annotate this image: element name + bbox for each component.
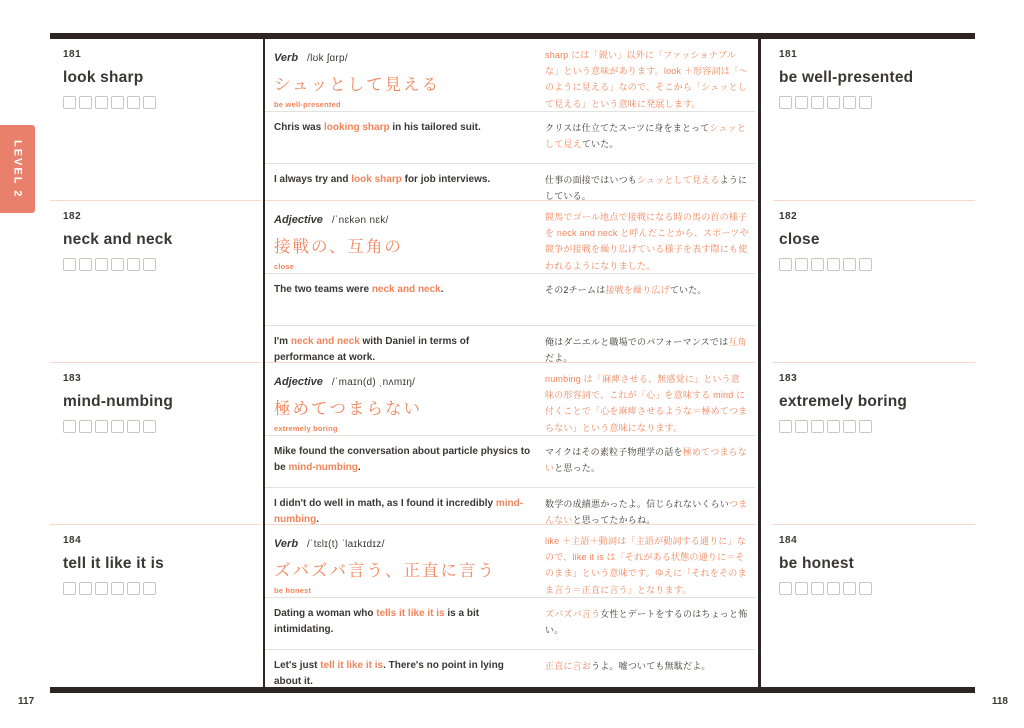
review-checkbox[interactable] bbox=[111, 582, 124, 595]
highlighted-phrase: tells it like it is bbox=[376, 608, 445, 619]
review-checkbox[interactable] bbox=[843, 420, 856, 433]
checkbox-group bbox=[63, 582, 261, 595]
highlighted-phrase: looking sharp bbox=[324, 122, 390, 133]
review-checkbox[interactable] bbox=[827, 582, 840, 595]
review-checkbox[interactable] bbox=[63, 258, 76, 271]
entry-number: 181 bbox=[63, 49, 82, 60]
review-checkbox[interactable] bbox=[143, 582, 156, 595]
review-checkbox[interactable] bbox=[127, 582, 140, 595]
checkbox-group bbox=[63, 258, 261, 271]
synonym-phrase: extremely boring bbox=[779, 393, 908, 410]
highlighted-phrase: 互角 bbox=[728, 337, 747, 347]
synonym-gloss: close bbox=[274, 262, 295, 271]
review-checkbox[interactable] bbox=[811, 582, 824, 595]
usage-note-ja: numbing は「麻痺させる、無感覚に」という意味の形容詞で、これが「心」を意味する mind に付くことで「心を麻痺させるような＝極めてつまらない」という意味になります。 bbox=[545, 374, 748, 433]
review-checkbox[interactable] bbox=[779, 582, 792, 595]
entry-row bbox=[50, 39, 261, 200]
review-checkbox[interactable] bbox=[859, 258, 872, 271]
review-checkbox[interactable] bbox=[827, 420, 840, 433]
headword-column bbox=[50, 39, 261, 686]
synonym-entry-number: 184 bbox=[779, 535, 798, 546]
highlighted-phrase: 極めてつまらない bbox=[545, 447, 748, 474]
synonym-entry-row bbox=[773, 200, 975, 362]
meaning-ja: ズバズバ言う、正直に言う bbox=[274, 562, 496, 580]
ipa-pronunciation: /ˈnɛkən nɛk/ bbox=[331, 215, 389, 226]
highlighted-phrase: neck and neck bbox=[371, 284, 441, 295]
entry-header-left bbox=[265, 201, 545, 273]
example-translation-ja: その2チームは接戦を繰り広げていた。 bbox=[545, 285, 707, 295]
entry-header-left bbox=[265, 525, 545, 597]
ipa-pronunciation: /ˈtɛlɪ(t) ˈlaɪkɪdɪz/ bbox=[307, 539, 385, 550]
review-checkbox[interactable] bbox=[795, 96, 808, 109]
example-row-2 bbox=[265, 649, 755, 686]
example-sentence-en: The two teams were neck and neck. bbox=[274, 284, 444, 295]
part-of-speech-label: Verb bbox=[274, 538, 299, 550]
highlighted-phrase: mind-numbing bbox=[288, 461, 358, 473]
review-checkbox[interactable] bbox=[843, 96, 856, 109]
highlighted-phrase: mind-numbing bbox=[274, 498, 524, 525]
example-row-2 bbox=[265, 325, 755, 362]
meaning-ja: 接戦の、互角の bbox=[274, 238, 403, 256]
example-translation-ja: クリスは仕立てたスーツに身をまとってシュッとして見えていた。 bbox=[545, 123, 747, 150]
entry-header bbox=[265, 39, 755, 111]
review-checkbox[interactable] bbox=[859, 420, 872, 433]
review-checkbox[interactable] bbox=[843, 258, 856, 271]
ipa-pronunciation: /lʊk ʃɑrp/ bbox=[307, 53, 348, 64]
review-checkbox[interactable] bbox=[111, 258, 124, 271]
page-spine bbox=[758, 39, 761, 687]
highlighted-phrase: シュッとして見える bbox=[637, 175, 720, 185]
review-checkbox[interactable] bbox=[79, 582, 92, 595]
example-translation-ja: ズバズバ言う女性とデートをするのはちょっと怖い。 bbox=[545, 609, 748, 636]
synonym-gloss: be well-presented bbox=[274, 100, 341, 109]
example-sentence-en: I always try and look sharp for job interviews. bbox=[274, 174, 491, 185]
review-checkbox[interactable] bbox=[779, 96, 792, 109]
synonym-entry-row bbox=[773, 39, 975, 200]
example-sentence-en: Mike found the conversation about particle physics to be mind-numbing. bbox=[274, 446, 531, 473]
review-checkbox[interactable] bbox=[79, 96, 92, 109]
checkbox-group bbox=[63, 420, 261, 433]
review-checkbox[interactable] bbox=[63, 420, 76, 433]
example-row-1 bbox=[265, 111, 755, 163]
entry-detail-row bbox=[265, 39, 755, 200]
synonym-phrase: be well-presented bbox=[779, 69, 914, 86]
checkbox-group bbox=[779, 96, 975, 109]
entry-detail-row bbox=[265, 362, 755, 524]
checkbox-group bbox=[779, 420, 975, 433]
highlighted-phrase: 正直に言お bbox=[545, 661, 592, 671]
synonym-column bbox=[773, 39, 975, 686]
review-checkbox[interactable] bbox=[95, 96, 108, 109]
synonym-entry-number: 181 bbox=[779, 49, 798, 60]
example-sentence-en: I'm neck and neck with Daniel in terms of performance at work. bbox=[274, 336, 470, 363]
entry-header-left bbox=[265, 39, 545, 111]
example-row-1 bbox=[265, 435, 755, 487]
synonym-entry-number: 183 bbox=[779, 373, 798, 384]
example-translation-ja: 俺はダニエルと職場でのパフォーマンスでは互角だよ。 bbox=[545, 337, 747, 364]
entry-row bbox=[50, 524, 261, 686]
review-checkbox[interactable] bbox=[827, 258, 840, 271]
example-translation-ja: 仕事の面接ではいつもシュッとして見えるようにしている。 bbox=[545, 175, 748, 202]
review-checkbox[interactable] bbox=[795, 582, 808, 595]
page-number-left: 117 bbox=[18, 696, 35, 707]
review-checkbox[interactable] bbox=[811, 420, 824, 433]
entry-header bbox=[265, 525, 755, 597]
highlighted-phrase: ズバズバ言う bbox=[545, 609, 601, 619]
part-of-speech-label: Verb bbox=[274, 52, 299, 64]
page-number-right: 118 bbox=[991, 696, 1008, 707]
bottom-rule bbox=[50, 687, 975, 693]
pos-line bbox=[274, 376, 533, 388]
review-checkbox[interactable] bbox=[859, 96, 872, 109]
review-checkbox[interactable] bbox=[827, 96, 840, 109]
meaning-ja: シュッとして見える bbox=[274, 76, 441, 94]
review-checkbox[interactable] bbox=[795, 258, 808, 271]
highlighted-phrase: シュッとして見え bbox=[545, 123, 747, 150]
highlighted-phrase: neck and neck bbox=[290, 336, 360, 347]
entry-phrase: mind-numbing bbox=[63, 393, 174, 410]
review-checkbox[interactable] bbox=[811, 258, 824, 271]
review-checkbox[interactable] bbox=[127, 258, 140, 271]
entry-phrase: look sharp bbox=[63, 69, 144, 86]
synonym-entry-row bbox=[773, 362, 975, 524]
review-checkbox[interactable] bbox=[95, 582, 108, 595]
review-checkbox[interactable] bbox=[63, 96, 76, 109]
highlighted-phrase: つまんない bbox=[545, 499, 748, 526]
review-checkbox[interactable] bbox=[95, 420, 108, 433]
highlighted-phrase: tell it like it is bbox=[320, 660, 384, 671]
checkbox-group bbox=[63, 96, 261, 109]
review-checkbox[interactable] bbox=[795, 420, 808, 433]
usage-note-ja: 競馬でゴール地点で接戦になる時の馬の首の様子を neck and neck と呼んだことから、スポーツや競争が接戦を繰り広げている様子を表す際にも使われるようになりました。 bbox=[545, 212, 749, 271]
example-translation-ja: 正直に言おうよ。嘘ついても無駄だよ。 bbox=[545, 661, 711, 671]
review-checkbox[interactable] bbox=[111, 420, 124, 433]
entry-number: 183 bbox=[63, 373, 82, 384]
usage-note-ja: sharp には「鋭い」以外に「ファッショナブルな」という意味があります。look ＋形容詞は「〜のように見える」なので、そこから「シュッとして見える」という意味に発展します。 bbox=[545, 50, 749, 109]
checkbox-group bbox=[779, 258, 975, 271]
entry-header bbox=[265, 363, 755, 435]
review-checkbox[interactable] bbox=[79, 420, 92, 433]
review-checkbox[interactable] bbox=[127, 96, 140, 109]
synonym-phrase: close bbox=[779, 231, 820, 248]
entry-detail-row bbox=[265, 200, 755, 362]
review-checkbox[interactable] bbox=[811, 96, 824, 109]
synonym-phrase: be honest bbox=[779, 555, 855, 572]
example-sentence-en: Let's just tell it like it is. There's no point in lying about it. bbox=[274, 660, 504, 687]
entry-number: 182 bbox=[63, 211, 82, 222]
entry-phrase: neck and neck bbox=[63, 231, 173, 248]
entry-header-left bbox=[265, 363, 545, 435]
pos-line bbox=[274, 52, 533, 64]
highlighted-phrase: 接戦を繰り広げ bbox=[605, 285, 670, 295]
pos-line bbox=[274, 214, 533, 226]
review-checkbox[interactable] bbox=[843, 582, 856, 595]
review-checkbox[interactable] bbox=[95, 258, 108, 271]
example-row-1 bbox=[265, 273, 755, 325]
example-row-2 bbox=[265, 487, 755, 524]
synonym-entry-number: 182 bbox=[779, 211, 798, 222]
example-translation-ja: マイクはその素粒子物理学の話を極めてつまらないと思った。 bbox=[545, 447, 748, 474]
review-checkbox[interactable] bbox=[111, 96, 124, 109]
review-checkbox[interactable] bbox=[779, 420, 792, 433]
level-tab-label: LEVEL 2 bbox=[11, 139, 24, 199]
entry-detail-row bbox=[265, 524, 755, 686]
example-translation-ja: 数学の成績悪かったよ。信じられないくらいつまんないと思ってたからね。 bbox=[545, 499, 748, 526]
entry-phrase: tell it like it is bbox=[63, 555, 164, 572]
part-of-speech-label: Adjective bbox=[274, 376, 323, 388]
review-checkbox[interactable] bbox=[143, 420, 156, 433]
review-checkbox[interactable] bbox=[143, 258, 156, 271]
entry-number: 184 bbox=[63, 535, 82, 546]
example-sentence-en: Chris was looking sharp in his tailored suit. bbox=[274, 122, 481, 133]
synonym-gloss: extremely boring bbox=[274, 424, 338, 433]
ipa-pronunciation: /ˈmaɪn(d) ˌnʌmɪŋ/ bbox=[331, 377, 416, 388]
review-checkbox[interactable] bbox=[79, 258, 92, 271]
entry-row bbox=[50, 200, 261, 362]
review-checkbox[interactable] bbox=[127, 420, 140, 433]
pos-line bbox=[274, 538, 533, 550]
review-checkbox[interactable] bbox=[143, 96, 156, 109]
usage-note-ja: like ＋主語＋動詞は「主語が動詞する通りに」なので、like it is は「それがある状態の通りに＝そのまま」という意味です。ゆえに「それをそのまま言う＝正直に言う」となります。 bbox=[545, 536, 747, 595]
level-tab bbox=[0, 125, 35, 213]
checkbox-group bbox=[779, 582, 975, 595]
review-checkbox[interactable] bbox=[859, 582, 872, 595]
part-of-speech-label: Adjective bbox=[274, 214, 323, 226]
review-checkbox[interactable] bbox=[779, 258, 792, 271]
example-sentence-en: I didn't do well in math, as I found it incredibly mind-numbing. bbox=[274, 498, 524, 525]
entry-header bbox=[265, 201, 755, 273]
example-row-2 bbox=[265, 163, 755, 200]
highlighted-phrase: look sharp bbox=[351, 174, 402, 185]
example-row-1 bbox=[265, 597, 755, 649]
synonym-entry-row bbox=[773, 524, 975, 686]
entry-row bbox=[50, 362, 261, 524]
synonym-gloss: be honest bbox=[274, 586, 312, 595]
review-checkbox[interactable] bbox=[63, 582, 76, 595]
definition-column bbox=[265, 39, 755, 686]
meaning-ja: 極めてつまらない bbox=[274, 400, 422, 418]
example-sentence-en: Dating a woman who tells it like it is is a bit intimidating. bbox=[274, 608, 480, 635]
